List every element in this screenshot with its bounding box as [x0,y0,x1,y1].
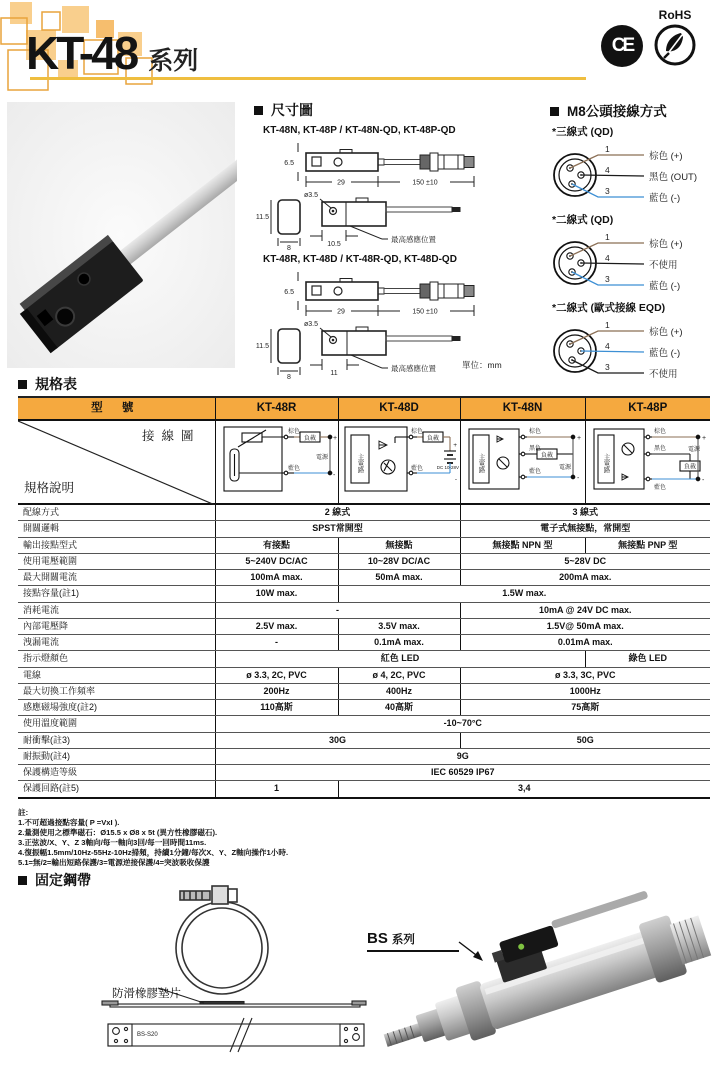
square-bullet-icon [254,106,263,115]
dim-side-height: 11.5 [255,343,269,350]
steel-band-diagram [40,884,370,1062]
dim-hole: ø3.5 [303,192,318,199]
pin-number: 1 [605,232,610,242]
spec-cell: 3 線式 [460,504,710,521]
pin-number: 1 [605,320,610,330]
spec-cell: 綠色 LED [585,651,710,667]
spec-row [18,602,710,618]
spec-row [18,781,710,798]
spec-row-label: 使用溫度範圍 [18,716,215,732]
corner-cell [18,420,215,504]
m8-group-2wire [552,212,724,299]
spec-row-label: 接點容量(註1) [18,586,215,602]
spec-row [18,765,710,781]
spec-cell: 110高斯 [215,700,338,716]
spec-title-text: 規格表 [35,376,77,392]
page-title-model: KT-48 [26,27,137,79]
spec-row-label: 最大開關電流 [18,570,215,586]
main-circuit-label: 主電路 [477,453,484,474]
spec-row [18,716,710,732]
spec-cell: 2.5V max. [215,618,338,634]
spec-cell: ø 3.3, 2C, PVC [215,667,338,683]
dim-side-width: 8 [287,245,291,252]
spec-cell: 200Hz [215,683,338,699]
dim-cable: 150 ±10 [412,308,438,316]
spec-row-label: 保護回路(註5) [18,781,215,798]
dim-height: 6.5 [284,289,294,296]
spec-header-row [18,397,710,420]
spec-cell: ø 4, 2C, PVC [338,667,460,683]
spec-cell: 9G [215,748,710,764]
dimension-diagram-1-title: KT-48N, KT-48P / KT-48N-QD, KT-48P-QD [263,125,456,136]
wiring-diagram-row [18,420,710,504]
notes-title: 註: [18,808,29,817]
m8-connector-diagram [552,140,724,206]
pad-label: 防滑橡膠墊片 [112,988,181,1000]
model-kt48d: KT-48D [338,397,460,420]
wire-brown-label: 棕色 [653,429,666,436]
minus-label: - [332,472,335,480]
spec-cell: 1.5W max. [338,586,710,602]
spec-row [18,683,710,699]
wire-blue-label: 藍色 [287,466,300,473]
note-item: 5.1=無/2=輸出短路保護/3=電源逆接保護/4=突波吸收保護 [18,858,210,867]
wire-black-label: 黑色 [528,446,541,453]
dim-sense-label: 最高感應位置 [391,364,436,373]
circuit-kt48p [585,420,710,504]
circuit-kt48r [215,420,338,504]
square-bullet-icon [18,876,27,885]
spec-cell: 1.5V@ 50mA max. [460,618,710,634]
wire-brown-label: 棕色 [528,429,541,436]
spec-cell: 0.1mA max. [338,635,460,651]
m8-group-title: *三線式 (QD) [552,126,614,138]
corner-bottom-label: 規格說明 [24,481,75,496]
m8-group-title: *二線式 (QD) [552,214,614,226]
pin-label: 棕色 (+) [649,151,683,162]
m8-group-2wire-eqd [552,300,724,387]
spec-row [18,667,710,683]
pin-number: 3 [605,186,610,196]
page-title [26,26,198,80]
dimension-title-text: 尺寸圖 [271,102,313,118]
model-header: 型 號 [18,397,215,420]
m8-connector-diagram [552,228,724,294]
spec-row-label: 內部電壓降 [18,618,215,634]
spec-cell: 無接點 PNP 型 [585,537,710,553]
circuit-kt48n [460,420,585,504]
spec-row-label: 感應磁場強度(註2) [18,700,215,716]
note-item: 3.正弦波/X、Y、Z 3軸向/每一軸向3回/每一回時間11ms. [18,838,207,847]
product-photo [5,100,237,372]
load-label: 負載 [540,453,553,460]
ce-label: CE [611,35,633,56]
spec-cell: 30G [215,732,460,748]
minus-label: - [701,477,705,485]
spec-cell: 1000Hz [460,683,710,699]
notes-list [18,818,288,868]
spec-cell: 紅色 LED [215,651,585,667]
spec-table-body [18,504,710,798]
spec-table [18,396,710,799]
spec-row-label: 最大切換工作頻率 [18,683,215,699]
spec-row [18,586,710,602]
dim-side-height: 11.5 [255,214,269,221]
spec-cell: 無接點 [338,537,460,553]
spec-cell: 無接點 NPN 型 [460,537,585,553]
dim-sense-label: 最高感應位置 [391,235,436,244]
pin-number: 4 [605,253,610,263]
spec-row [18,521,710,537]
spec-cell: - [215,635,338,651]
spec-row [18,618,710,634]
spec-cell: 10mA @ 24V DC max. [460,602,710,618]
rohs-label: RoHS [658,8,692,22]
spec-row-label: 耐振動(註4) [18,748,215,764]
plus-label: + [452,442,457,450]
pin-label: 不使用 [649,369,678,380]
spec-row-label: 耐衝擊(註3) [18,732,215,748]
spec-cell: SPST常開型 [215,521,460,537]
pin-label: 藍色 (-) [649,348,681,359]
power-label: 電源 [558,465,571,472]
spec-row [18,651,710,667]
spec-row-label: 輸出接點型式 [18,537,215,553]
load-label: 負載 [303,436,316,443]
square-bullet-icon [550,107,559,116]
spec-cell: 3,4 [338,781,710,798]
spec-row [18,570,710,586]
pin-label: 不使用 [649,260,678,271]
spec-cell: 10W max. [215,586,338,602]
dim-offset: 10.5 [327,241,341,248]
bs-series: 系列 [391,934,415,946]
spec-row [18,504,710,521]
dimension-diagram-2-title: KT-48R, KT-48D / KT-48R-QD, KT-48D-QD [263,254,457,265]
dim-hole: ø3.5 [303,321,318,328]
dim-side-width: 8 [287,374,291,381]
wire-blue-label: 藍色 [528,469,541,476]
strip-code-label: BS-S20 [137,1032,158,1038]
bs-cylinder-photo [355,886,727,1066]
spec-cell: 0.01mA max. [460,635,710,651]
wire-brown-label: 棕色 [410,429,423,436]
wire-blue-label: 藍色 [653,485,666,492]
spec-row-label: 消耗電流 [18,602,215,618]
note-item: 4.復振幅1.5mm/10Hz-55Hz-10Hz掃頻，持續1分鐘/每次X、Y、Z軸向操作1小時. [18,848,289,857]
bs-name: BS [367,930,388,947]
power-label: 電源 [687,447,700,454]
m8-group-title: *二線式 (歐式接線 EQD) [552,302,666,314]
spec-cell: - [215,602,460,618]
spec-cell: 400Hz [338,683,460,699]
unit-label: 單位：mm [462,360,502,370]
pin-number: 4 [605,165,610,175]
spec-row-label: 使用電壓範圍 [18,553,215,569]
pin-label: 藍色 (-) [649,281,681,292]
spec-cell: 10~28V DC/AC [338,553,460,569]
spec-row [18,732,710,748]
spec-cell: 3.5V max. [338,618,460,634]
pin-number: 4 [605,341,610,351]
band-title-text: 固定鋼帶 [35,872,91,888]
notes-block [18,808,288,868]
plus-label: + [332,435,337,443]
rohs-icon [649,8,701,73]
m8-title-text: M8公頭接線方式 [567,104,667,119]
spec-cell: 200mA max. [460,570,710,586]
spec-cell: 5~28V DC [460,553,710,569]
spec-cell: -10~70°C [215,716,710,732]
spec-cell: 50G [460,732,710,748]
dim-cable: 150 ±10 [412,179,438,187]
spec-cell: 電子式無接點，常開型 [460,521,710,537]
spec-row [18,635,710,651]
m8-section-title [550,100,667,120]
spec-cell: IEC 60529 IP67 [215,765,710,781]
model-kt48r: KT-48R [215,397,338,420]
dc-label: DC 10-28V [436,465,459,471]
spec-cell: 40高斯 [338,700,460,716]
ce-icon [601,25,643,67]
pin-label: 黑色 (OUT) [649,172,698,183]
main-circuit-label: 主電路 [356,453,363,474]
dimension-diagram-1 [252,138,537,252]
dim-height: 6.5 [284,160,294,167]
load-label: 負載 [683,464,696,471]
plus-label: + [701,435,706,443]
wire-blue-label: 藍色 [410,466,423,473]
spec-cell: 50mA max. [338,570,460,586]
spec-cell: 有接點 [215,537,338,553]
note-item: 2.量測使用之標準磁石：Ø15.5 x Ø8 x 5t (異方性橡膠磁石). [18,828,218,837]
spec-section-title [18,374,77,394]
spec-row [18,537,710,553]
square-bullet-icon [18,380,27,389]
dim-length: 29 [337,179,345,187]
pin-label: 棕色 (+) [649,327,683,338]
spec-row-label: 洩漏電流 [18,635,215,651]
spec-row-label: 指示燈顏色 [18,651,215,667]
minus-label: - [576,475,579,483]
pin-number: 3 [605,274,610,284]
dim-length: 29 [337,308,345,316]
spec-cell: 75高斯 [460,700,710,716]
note-item: 1.不可超過接點容量( P =VxI ). [18,818,120,827]
dimension-section-title [254,100,313,120]
pin-number: 1 [605,144,610,154]
pin-label: 藍色 (-) [649,193,681,204]
power-label: 電源 [315,455,328,462]
wire-black-label: 黑色 [653,446,666,453]
corner-top-label: 接線圖 [141,429,201,443]
spec-row [18,553,710,569]
main-circuit-label: 主電路 [602,453,610,474]
page-title-series: 系列 [148,47,199,75]
load-label: 負載 [426,436,439,443]
bs-label-arrow [458,940,488,964]
pin-label: 棕色 (+) [649,239,683,250]
dim-offset: 11 [330,370,338,377]
plus-label: + [576,435,581,443]
model-kt48n: KT-48N [460,397,585,420]
spec-cell: 5~240V DC/AC [215,553,338,569]
spec-row [18,748,710,764]
wire-brown-label: 棕色 [287,429,300,436]
m8-connector-diagram [552,316,724,382]
bs-series-label [367,930,459,952]
spec-row-label: 電線 [18,667,215,683]
m8-group-3wire [552,124,724,211]
spec-row [18,700,710,716]
leaf-icon [652,22,698,68]
circuit-kt48d [338,420,460,504]
minus-label: - [454,476,457,484]
spec-cell: ø 3.3, 3C, PVC [460,667,710,683]
spec-cell: 1 [215,781,338,798]
spec-cell: 100mA max. [215,570,338,586]
model-kt48p: KT-48P [585,397,710,420]
spec-row-label: 保護構造等級 [18,765,215,781]
spec-row-label: 開關邏輯 [18,521,215,537]
spec-row-label: 配線方式 [18,504,215,521]
pin-number: 3 [605,362,610,372]
spec-cell: 2 線式 [215,504,460,521]
